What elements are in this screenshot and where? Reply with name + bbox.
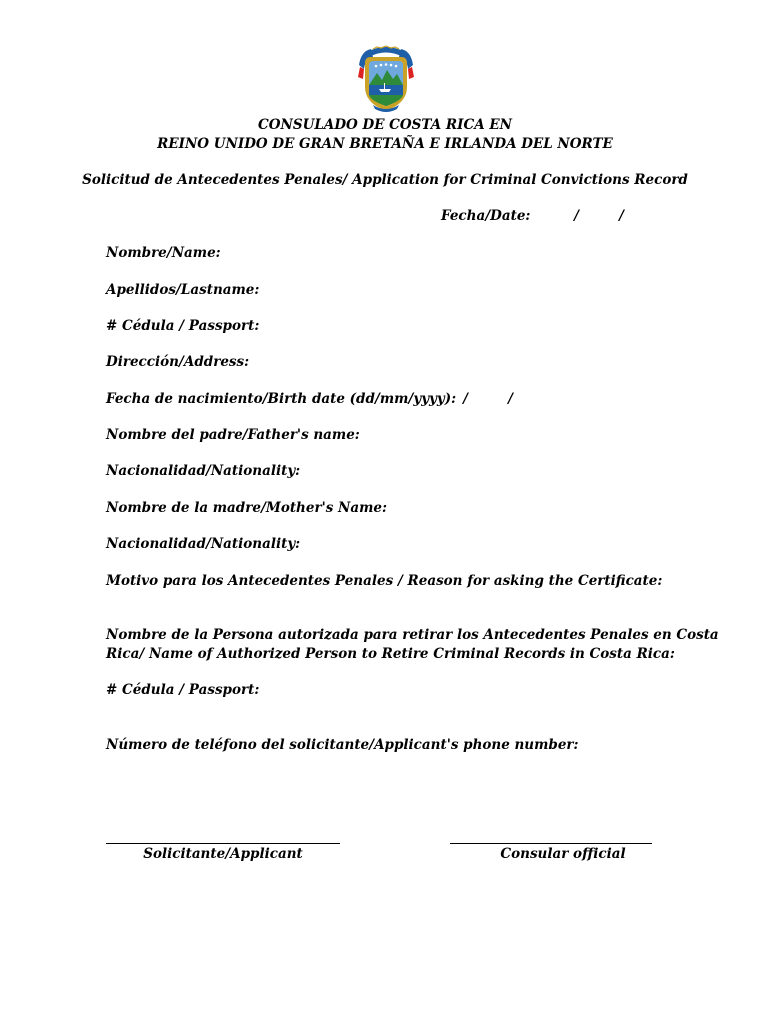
id-passport-label: # Cédula / Passport: — [106, 318, 260, 334]
consulate-title-line2: REINO UNIDO DE GRAN BRETAÑA E IRLANDA DEL NORTE — [157, 136, 613, 152]
official-signature-line — [450, 843, 652, 844]
birth-date-separator-1: / — [463, 391, 468, 407]
mother-nationality-label: Nacionalidad/Nationality: — [106, 536, 301, 552]
reason-label: Motivo para los Antecedentes Penales / Reason for asking the Certificate: — [106, 573, 663, 589]
address-label: Dirección/Address: — [106, 354, 250, 370]
date-label: Fecha/Date: — [441, 208, 531, 224]
applicant-signature-label: Solicitante/Applicant — [143, 846, 303, 862]
father-name-label: Nombre del padre/Father's name: — [106, 427, 360, 443]
birth-date-label: Fecha de nacimiento/Birth date (dd/mm/yyyy): — [106, 391, 457, 407]
authorized-id-label: # Cédula / Passport: — [106, 682, 260, 698]
birth-date-separator-2: / — [508, 391, 513, 407]
phone-label: Número de teléfono del solicitante/Applicant's phone number: — [106, 737, 579, 753]
lastname-label: Apellidos/Lastname: — [106, 282, 260, 298]
date-separator-2: / — [619, 208, 624, 224]
mother-name-label: Nombre de la madre/Mother's Name: — [106, 500, 387, 516]
authorized-person-label-line1: Nombre de la Persona autorizada para retirar los Antecedentes Penales en Costa — [106, 627, 719, 643]
coat-of-arms-icon — [351, 43, 421, 115]
consulate-title-line1: CONSULADO DE COSTA RICA EN — [257, 117, 512, 133]
father-nationality-label: Nacionalidad/Nationality: — [106, 463, 301, 479]
date-separator-1: / — [574, 208, 579, 224]
name-label: Nombre/Name: — [106, 245, 221, 261]
applicant-signature-line — [106, 843, 340, 844]
form-title: Solicitud de Antecedentes Penales/ Application for Criminal Convictions Record — [82, 172, 688, 188]
official-signature-label: Consular official — [500, 846, 626, 862]
authorized-person-label-line2: Rica/ Name of Authorized Person to Retire Criminal Records in Costa Rica: — [106, 646, 675, 662]
